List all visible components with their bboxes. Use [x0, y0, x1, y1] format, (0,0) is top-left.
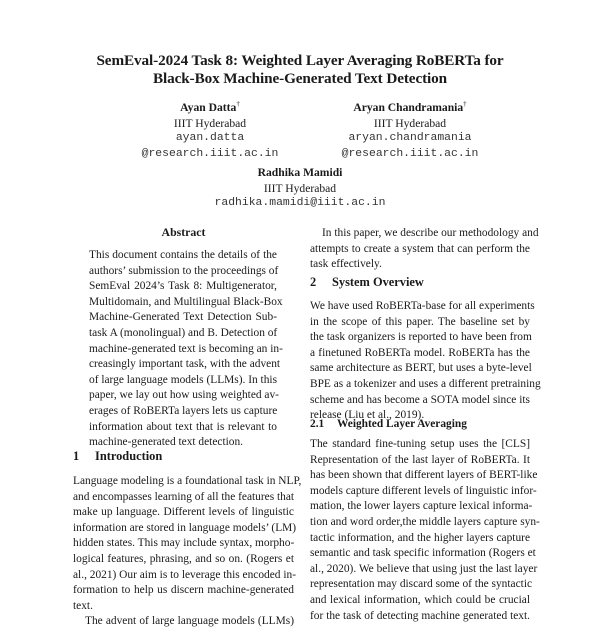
text-line: This document contains the details of the	[89, 249, 277, 261]
author-block	[100, 97, 320, 162]
text-line: models capture different levels of linguistic infor-	[310, 484, 537, 497]
text-line: authors’ submission to the proceedings of	[89, 264, 279, 277]
abstract-body	[89, 248, 283, 451]
text-line: scheme and has become a SOTA model since its	[310, 393, 530, 406]
text-line: Machine-Generated Text Detection Sub-	[89, 311, 277, 324]
author-name: Ayan Datta†	[180, 100, 240, 114]
subsection-heading-weighted-layer-averaging	[310, 418, 467, 430]
text-line: paper, we lay out how using weighted av-	[89, 389, 279, 402]
text-line: mation, the lower layers capture lexical informa-	[310, 500, 533, 513]
text-line: The standard fine-tuning setup uses the [CLS]	[310, 438, 530, 450]
text-line: of large language models (LLMs). In this	[89, 373, 278, 386]
text-line: formation to help us discern machine-generated	[73, 584, 294, 597]
author-email: aryan.chandramania	[348, 132, 472, 144]
text-line: make up language. Different levels of linguistic	[73, 506, 294, 519]
text-line: creasingly important task, with the advent	[89, 358, 281, 371]
text-line: logical features, phrasing, and so on. (Rogers et	[73, 552, 294, 565]
author-email: @research.iiit.ac.in	[141, 147, 279, 160]
text-line: same architecture as BERT, but uses a byte-level	[310, 362, 532, 375]
section-title: Introduction	[95, 449, 163, 463]
text-line: Representation of the last layer of RoBERTa. It	[310, 453, 530, 466]
abstract-heading: Abstract	[161, 225, 206, 239]
text-line: tactic information, and the higher layers capture	[310, 531, 530, 544]
title-line: SemEval-2024 Task 8: Weighted Layer Averaging RoBERTa for	[96, 52, 504, 69]
author-mark: †	[236, 100, 240, 108]
weighted-layer-averaging-body	[310, 437, 540, 624]
section-heading-system-overview	[310, 275, 424, 290]
text-line: task effectively.	[310, 258, 382, 271]
text-line: a finetuned RoBERTa model. RoBERTa has the	[310, 346, 530, 359]
text-line: machine-generated text is becoming an in-	[89, 342, 283, 355]
section-heading-introduction	[73, 449, 162, 464]
text-line: task A (monolingual) and B. Detection of	[89, 326, 278, 339]
text-line: attempts to create a system that can perform the	[310, 242, 530, 255]
section-number: 2.1	[310, 418, 325, 430]
text-line: Multidomain, and Multilingual Black-Box	[89, 295, 283, 308]
introduction-body	[73, 474, 302, 630]
title-line: Black-Box Machine-Generated Text Detection	[152, 70, 448, 87]
text-line: In this paper, we describe our methodology and	[322, 227, 539, 239]
text-line: has been shown that different layers of BERT-like	[310, 469, 538, 482]
section-title: System Overview	[332, 275, 424, 289]
text-line: release (Liu et al., 2019).	[310, 409, 425, 422]
text-line: in the scope of this paper. The baseline set by	[310, 315, 530, 328]
author-mark: †	[463, 100, 467, 108]
text-line: al., 2020). We believe that using just the last layer	[310, 562, 538, 575]
text-line: semantic and task specific information (Rogers et	[310, 547, 536, 560]
text-line: and lexical information, which could be crucial	[310, 593, 530, 606]
text-line: machine-generated text detection.	[89, 436, 244, 449]
author-email: @research.iiit.ac.in	[341, 147, 479, 160]
author-name: Radhika Mamidi	[257, 166, 343, 179]
system-overview-body	[310, 299, 541, 424]
text-line: the task organizers is reported to have been from	[310, 331, 532, 344]
section-number: 2	[310, 275, 317, 289]
author-block	[300, 97, 520, 162]
introduction-continuation	[310, 226, 539, 273]
author-block	[180, 165, 420, 212]
text-line: al., 2021) Our aim is to leverage this encoded in-	[73, 568, 297, 581]
text-line: tion and word order,the middle layers capture syn-	[310, 515, 540, 528]
text-line: text.	[73, 599, 93, 612]
author-name: Aryan Chandramania†	[353, 100, 467, 114]
text-line: and encompasses learning of all the features that	[73, 490, 295, 503]
text-line: Language modeling is a foundational task in NLP,	[73, 475, 302, 487]
text-line: BPE as a tokenizer and uses a different pretraining	[310, 377, 541, 390]
author-email: radhika.mamidi@iiit.ac.in	[214, 197, 386, 209]
text-line: information are stored in language models’ (LM)	[73, 521, 297, 534]
text-line: erages of RoBERTa layers lets us capture	[89, 404, 278, 417]
section-number: 1	[73, 449, 80, 463]
author-affiliation: IIIT Hyderabad	[373, 116, 447, 130]
text-line: We have used RoBERTa-base for all experiments	[310, 300, 535, 312]
author-affiliation: IIIT Hyderabad	[173, 116, 247, 130]
text-line: representation may discard some of the syntactic	[310, 578, 533, 591]
paper-title	[60, 52, 540, 88]
author-affiliation: IIIT Hyderabad	[263, 181, 337, 195]
text-line: information about text that is relevant to	[89, 420, 277, 433]
author-email: ayan.datta	[175, 132, 245, 144]
text-line: hidden states. This may include syntax, morpho-	[73, 537, 295, 550]
text-line: for the task of detecting machine generated text.	[310, 609, 530, 622]
text-line: SemEval 2024’s Task 8: Multigenerator,	[89, 280, 277, 293]
text-line: The advent of large language models (LLMs)	[85, 615, 294, 628]
section-title: Weighted Layer Averaging	[337, 418, 467, 430]
